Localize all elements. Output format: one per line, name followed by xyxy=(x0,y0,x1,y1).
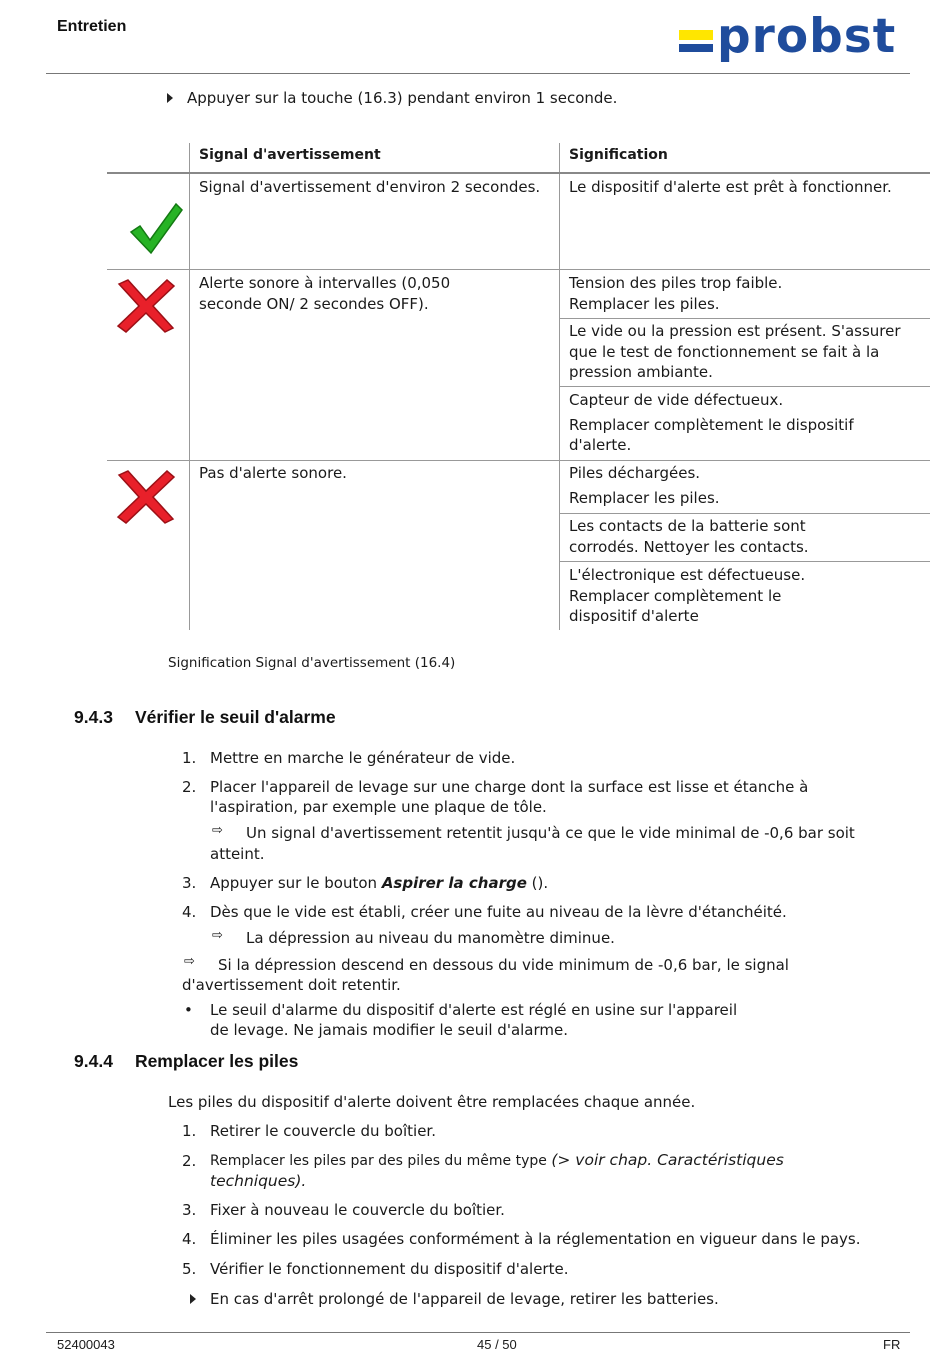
table-row-rule xyxy=(559,513,930,514)
table-divider xyxy=(189,143,190,630)
meaning-text: Capteur de vide défectueux. Remplacer complètement le dispositif d'alerte. xyxy=(569,391,854,454)
cross-icon xyxy=(115,278,177,334)
section-header: Entretien xyxy=(57,18,127,35)
checkmark-icon xyxy=(128,200,184,256)
result-text: atteint. xyxy=(210,845,265,863)
list-item: Remplacer les piles par des piles du même type (> voir chap. Caractéristiques techniques). xyxy=(210,1151,784,1190)
list-item: Placer l'appareil de levage sur une charge dont la surface est lisse et étanche à l'aspiration, par exemple une plaque de tôle. xyxy=(210,778,809,816)
section-heading: 9.4.4 Remplacer les piles xyxy=(74,1051,299,1071)
list-item: Dès que le vide est établi, créer une fuite au niveau de la lèvre d'étanchéité. xyxy=(210,903,787,921)
result-text: d'avertissement doit retentir. xyxy=(182,976,401,994)
signal-text: Pas d'alerte sonore. xyxy=(199,464,347,482)
table-row-rule xyxy=(107,460,930,461)
signal-text: Alerte sonore à intervalles (0,050 seconde ON/ 2 secondes OFF). xyxy=(199,274,451,313)
list-number: 4. xyxy=(182,1230,197,1248)
table-row-rule xyxy=(559,386,930,387)
document-number: 52400043 xyxy=(57,1337,115,1352)
meaning-text: Les contacts de la batterie sont corrodés. Nettoyer les contacts. xyxy=(569,517,809,556)
list-item: Vérifier le fonctionnement du dispositif d'alerte. xyxy=(210,1260,569,1278)
list-item: Mettre en marche le générateur de vide. xyxy=(210,749,516,767)
result-text: La dépression au niveau du manomètre diminue. xyxy=(246,929,615,947)
bullet-text: Le seuil d'alarme du dispositif d'alerte est réglé en usine sur l'appareil de levage. Ne jamais modifier le seuil d'alarme. xyxy=(210,1001,738,1039)
result-text: Si la dépression descend en dessous du vide minimum de -0,6 bar, le signal xyxy=(218,956,789,974)
table-header-meaning: Signification xyxy=(569,147,668,163)
result-arrow-icon: ⇨ xyxy=(212,823,223,838)
list-number: 5. xyxy=(182,1260,197,1278)
table-row-rule xyxy=(107,269,930,270)
meaning-text: Tension des piles trop faible. Remplacer les piles. xyxy=(569,274,783,313)
list-item: En cas d'arrêt prolongé de l'appareil de levage, retirer les batteries. xyxy=(210,1290,719,1308)
result-arrow-icon: ⇨ xyxy=(184,954,195,969)
intro-step: Appuyer sur la touche (16.3) pendant environ 1 seconde. xyxy=(187,89,618,107)
signal-text: Signal d'avertissement d'environ 2 secondes. xyxy=(199,178,541,196)
paragraph: Les piles du dispositif d'alerte doivent être remplacées chaque année. xyxy=(168,1093,696,1111)
meaning-text: L'électronique est défectueuse. Remplacer complètement le dispositif d'alerte xyxy=(569,566,806,625)
step-arrow-icon xyxy=(190,1294,196,1304)
header-divider xyxy=(46,73,910,74)
step-arrow-icon xyxy=(167,93,173,103)
bullet-dot: • xyxy=(184,1001,193,1019)
list-item: Éliminer les piles usagées conformément à la réglementation en vigueur dans le pays. xyxy=(210,1230,861,1248)
result-text: Un signal d'avertissement retentit jusqu'à ce que le vide minimal de -0,6 bar soit xyxy=(246,824,855,842)
list-number: 2. xyxy=(182,778,197,796)
cross-icon xyxy=(115,469,177,525)
list-number: 4. xyxy=(182,903,197,921)
list-number: 2. xyxy=(182,1152,197,1170)
meaning-text: Le vide ou la pression est présent. S'assurer que le test de fonctionnement se fait à la pression ambiante. xyxy=(569,322,901,381)
list-item: Fixer à nouveau le couvercle du boîtier. xyxy=(210,1201,505,1219)
section-heading: 9.4.3 Vérifier le seuil d'alarme xyxy=(74,707,336,727)
list-number: 3. xyxy=(182,1201,197,1219)
meaning-text: Piles déchargées. Remplacer les piles. xyxy=(569,464,720,507)
meaning-text: Le dispositif d'alerte est prêt à fonctionner. xyxy=(569,178,892,196)
probst-logo: probst xyxy=(679,22,905,70)
table-header-rule xyxy=(107,172,930,174)
table-row-rule xyxy=(559,318,930,319)
table-caption: Signification Signal d'avertissement (16.4) xyxy=(168,655,456,671)
language-code: FR xyxy=(883,1337,901,1352)
footer-divider xyxy=(46,1332,910,1333)
list-item: Appuyer sur le bouton Aspirer la charge (). xyxy=(210,874,549,892)
table-row-rule xyxy=(559,561,930,562)
list-item: Retirer le couvercle du boîtier. xyxy=(210,1122,436,1140)
result-arrow-icon: ⇨ xyxy=(212,928,223,943)
list-number: 1. xyxy=(182,749,197,767)
table-header-signal: Signal d'avertissement xyxy=(199,147,381,163)
list-number: 3. xyxy=(182,874,197,892)
page-number: 45 / 50 xyxy=(477,1337,517,1352)
list-number: 1. xyxy=(182,1122,197,1140)
